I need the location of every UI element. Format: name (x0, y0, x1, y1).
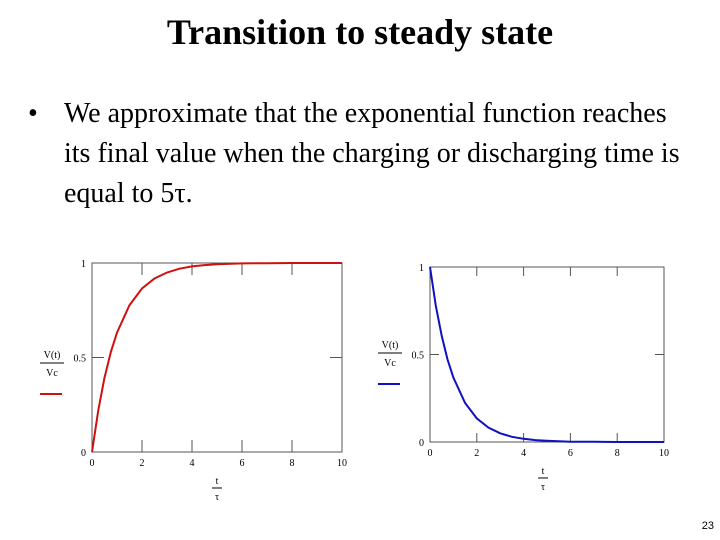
x-tick-label: 4 (521, 448, 527, 459)
y-label-numerator: V(t) (43, 350, 61, 361)
x-tick-label: 6 (567, 448, 573, 459)
y-label-numerator: V(t) (381, 340, 399, 351)
x-tick-label: 10 (659, 448, 669, 459)
x-tick-label: 0 (89, 458, 95, 469)
bullet-item (28, 94, 688, 214)
x-tick-label: 0 (427, 448, 433, 459)
x-tick-label: 2 (139, 458, 145, 469)
x-tick-label: 10 (337, 458, 347, 469)
page-number: 23 (701, 520, 714, 532)
x-label-numerator: t (541, 466, 545, 477)
slide-title: Transition to steady state (166, 12, 554, 52)
plot-frame (92, 263, 342, 452)
y-tick-label: 0 (419, 438, 424, 449)
x-tick-label: 4 (189, 458, 195, 469)
bullet-text: We approximate that the exponential function reaches its final value when the charging or discharging time is equal to 5τ. (64, 98, 680, 209)
y-tick-label: 1 (419, 263, 424, 274)
x-tick-label: 8 (289, 458, 295, 469)
y-tick-label: 1 (81, 259, 86, 270)
y-label-denominator: Vc (384, 358, 396, 369)
y-label-denominator: Vc (46, 368, 58, 379)
y-tick-label: 0.5 (73, 353, 86, 365)
series-line (92, 263, 342, 452)
x-label-numerator: t (215, 476, 219, 487)
x-tick-label: 8 (614, 448, 620, 459)
y-tick-label: 0.5 (411, 350, 424, 362)
x-tick-label: 6 (239, 458, 245, 469)
series-line (430, 267, 664, 442)
x-label-denominator: τ (214, 492, 220, 503)
plot-frame (430, 267, 664, 442)
x-label-denominator: τ (540, 482, 546, 493)
discharging-chart (370, 258, 690, 498)
bullet-marker: • (28, 98, 38, 129)
y-tick-label: 0 (81, 448, 86, 459)
charging-chart (30, 258, 360, 508)
x-tick-label: 2 (474, 448, 480, 459)
